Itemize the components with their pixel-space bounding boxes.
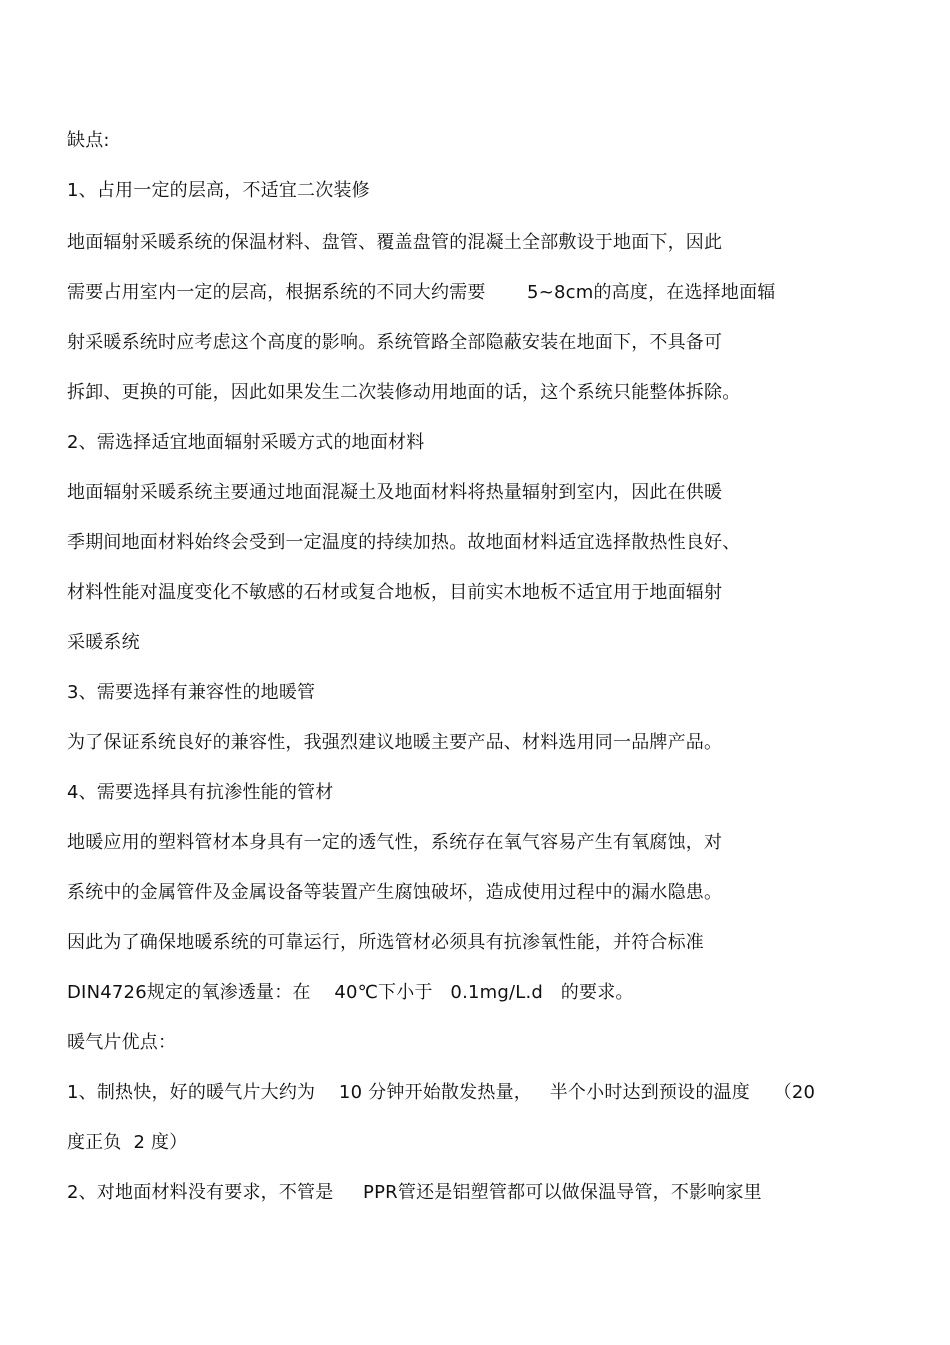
paragraph-line: 度正负 2 度） (67, 1132, 188, 1153)
paragraph-line: 射采暖系统时应考虑这个高度的影响。系统管路全部隐蔽安装在地面下，不具备可 (67, 332, 723, 353)
paragraph-line: 拆卸、更换的可能，因此如果发生二次装修动用地面的话，这个系统只能整体拆除。 (67, 382, 741, 403)
subheading-2: 2、需选择适宜地面辐射采暖方式的地面材料 (67, 432, 425, 453)
subheading-4: 4、需要选择具有抗渗性能的管材 (67, 782, 334, 803)
subheading-1: 1、占用一定的层高，不适宜二次装修 (67, 180, 370, 201)
paragraph-line: 因此为了确保地暖系统的可靠运行，所选管材必须具有抗渗氧性能，并符合标准 (67, 932, 704, 953)
paragraph-line: 季期间地面材料始终会受到一定温度的持续加热。故地面材料适宜选择散热性良好、 (67, 532, 741, 553)
paragraph-line: 地面辐射采暖系统主要通过地面混凝土及地面材料将热量辐射到室内，因此在供暖 (67, 482, 723, 503)
heading-radiator-advantages: 暖气片优点： (67, 1032, 177, 1053)
heading-disadvantages: 缺点: (67, 130, 110, 151)
paragraph-line: 地面辐射采暖系统的保温材料、盘管、覆盖盘管的混凝土全部敷设于地面下，因此 (67, 232, 723, 253)
paragraph-line: 采暖系统 (67, 632, 140, 653)
paragraph-line: 为了保证系统良好的兼容性，我强烈建议地暖主要产品、材料选用同一品牌产品。 (67, 732, 723, 753)
paragraph-line: 地暖应用的塑料管材本身具有一定的透气性，系统存在氧气容易产生有氧腐蚀，对 (67, 832, 723, 853)
paragraph-line: 需要占用室内一定的层高，根据系统的不同大约需要 5~8cm的高度，在选择地面辐 (67, 282, 776, 303)
paragraph-line: 1、制热快，好的暖气片大约为 10 分钟开始散发热量， 半个小时达到预设的温度 （20 (67, 1082, 816, 1103)
subheading-3: 3、需要选择有兼容性的地暖管 (67, 682, 316, 703)
paragraph-line: 2、对地面材料没有要求，不管是 PPR管还是铝塑管都可以做保温导管，不影响家里 (67, 1182, 762, 1203)
paragraph-line: 系统中的金属管件及金属设备等装置产生腐蚀破坏，造成使用过程中的漏水隐患。 (67, 882, 723, 903)
paragraph-line: DIN4726规定的氧渗透量：在 40℃下小于 0.1mg/L.d 的要求。 (67, 982, 634, 1003)
paragraph-line: 材料性能对温度变化不敏感的石材或复合地板，目前实木地板不适宜用于地面辐射 (67, 582, 723, 603)
